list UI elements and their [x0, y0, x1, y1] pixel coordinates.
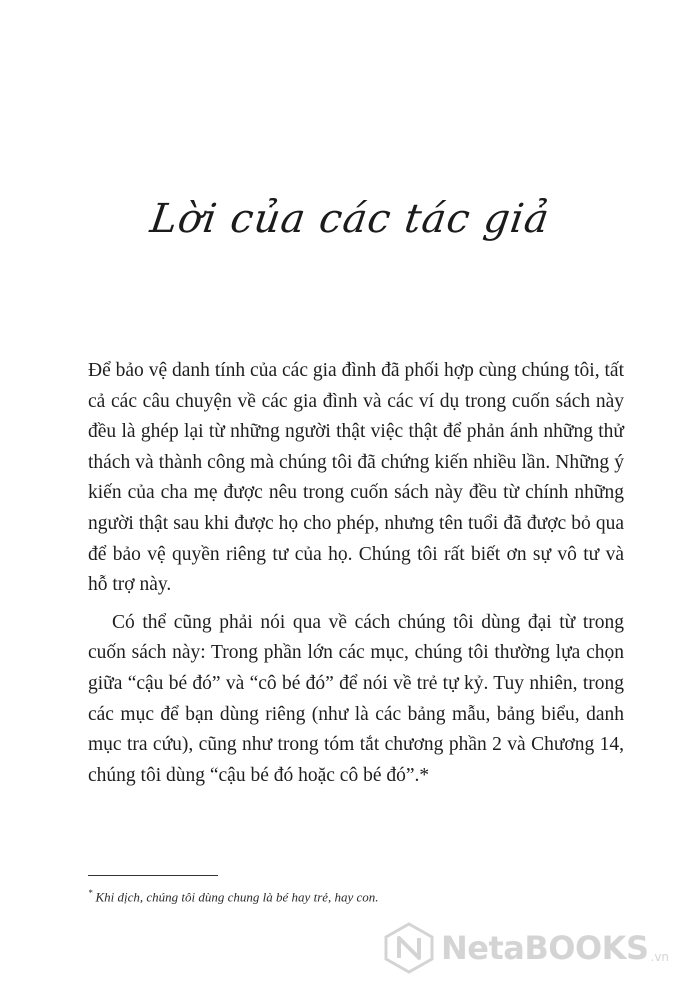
paragraph-2: Có thể cũng phải nói qua về cách chúng tôi dùng đại từ trong cuốn sách này: Trong phần lớn các mục, chúng tôi thường lựa chọn giữa “cậu bé đó” và “cô bé đó” để nói về trẻ tự kỷ. Tuy nhiên, trong các mục để bạn dùng riêng (như là các bảng mẫu, bảng biểu, danh mục tra cứu), cũng như trong tóm tắt chương phần 2 và Chương 14, chúng tôi dùng “cậu bé đó hoặc cô bé đó”.* — [88, 611, 624, 786]
body-text — [88, 356, 624, 791]
footnote-divider — [88, 875, 218, 876]
footnote — [88, 884, 608, 906]
watermark — [383, 918, 669, 978]
netabooks-logo-icon — [383, 922, 435, 974]
footnote-text: Khi dịch, chúng tôi dùng chung là bé hay trẻ, hay con. — [95, 889, 379, 905]
paragraph-1: Để bảo vệ danh tính của các gia đình đã phối hợp cùng chúng tôi, tất cả các câu chuyện về các gia đình và các ví dụ trong cuốn sách này đều là ghép lại từ những người thật việc thật để phản ánh những thử thách và thành công mà chúng tôi đã chứng kiến nhiều lần. Những ý kiến của cha mẹ được nêu trong cuốn sách này đều từ chính những người thật sau khi được họ cho phép, nhưng tên tuổi đã được bỏ qua để bảo vệ quyền riêng tư của họ. Chúng tôi rất biết ơn sự vô tư và hỗ trợ này. — [88, 360, 624, 596]
page-title: Lời của các tác giả — [147, 196, 553, 242]
watermark-suffix: .vn — [650, 950, 670, 964]
footnote-marker: * — [88, 888, 93, 898]
watermark-brand: NetaBOOKS — [441, 929, 649, 967]
